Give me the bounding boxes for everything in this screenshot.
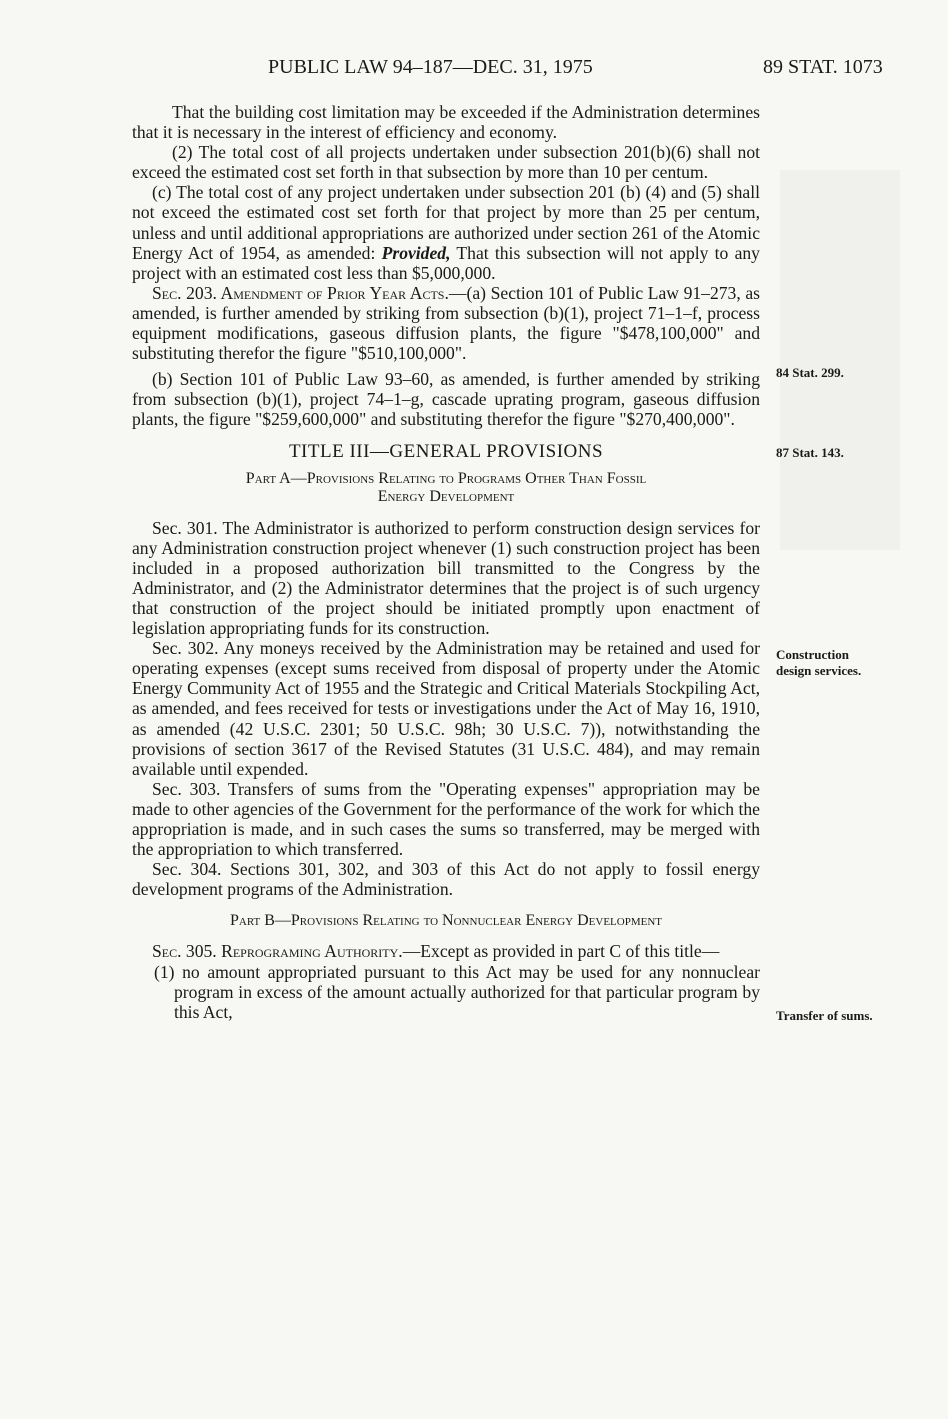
- paragraph-subsection-c: [132, 182, 760, 282]
- title-iii-heading: TITLE III—GENERAL PROVISIONS: [288, 440, 604, 462]
- margin-note-construction: Construction: [776, 647, 849, 662]
- margin-note-construction-design: [776, 647, 916, 679]
- paragraph-building-cost: That the building cost limitation may be exceeded if the Administration determines that it is necessary in the interest of efficiency and economy.: [132, 102, 760, 143]
- section-302: Sec. 302. Any moneys received by the Administration may be retained and used for operating expenses (except sums received from disposal of property under the Atomic Energy Community Act of 1955 and the Strategic and Critical Materials Stockpiling Act, as amended, and fees received for tests or investigations under the Act of May 16, 1910, as amended (42 U.S.C. 2301; 50 U.S.C. 98h; 30 U.S.C. 7)), notwithstanding the provisions of section 3617 of the Revised Statutes (31 U.S.C. 484), and may remain available until expended.: [132, 638, 760, 779]
- section-304: Sec. 304. Sections 301, 302, and 303 of this Act do not apply to fossil energy development programs of the Administration.: [132, 859, 760, 900]
- part-b-heading: Part B—Provisions Relating to Nonnuclear Energy Development: [230, 912, 662, 930]
- margin-note-transfer-of-sums: Transfer of sums.: [776, 1008, 873, 1023]
- subsection-c-proviso: That this subsection will not apply to any project with an estimated cost less than $5,000,000.: [132, 242, 760, 283]
- part-a-heading-line2: Energy Development: [377, 487, 515, 505]
- section-203-a-text: (a) Section 101 of Public Law 91–273, as amended, is further amended by striking from subsection (b)(1), project 71–1–f, process equipment modifications, gaseous diffusion plants, the figure "$478,100,000" and substituting therefor the figure "$510,100,000".: [132, 282, 761, 364]
- paragraph-subsection-201b6: (2) The total cost of all projects undertaken under subsection 201(b)(6) shall not exceed the estimated cost set forth in that subsection by more than 10 per centum.: [132, 142, 760, 183]
- statute-page-number: 89 STAT. 1073: [763, 56, 883, 78]
- subsection-c-text: (c) The total cost of any project undertaken under subsection 201 (b) (4) and (5) shall not exceed the estimated cost set forth for that project by more than 25 per centum, unless and until additional appropriations are authorized under section 261 of the Atomic Energy Act of 1954, as amended:: [132, 182, 760, 263]
- margin-note-87-stat: 87 Stat. 143.: [776, 445, 844, 460]
- section-301: Sec. 301. The Administrator is authorized to perform construction design services for any Administration construction project whenever (1) such construction project has been included in a proposed authorization bill transmitted to the Congress by the Administrator, and (2) the Administrator determines that the project is of such urgency that construction of the project should be initiated promptly upon enactment of legislation appropriating funds for its construction.: [132, 517, 760, 639]
- section-303: Sec. 303. Transfers of sums from the "Operating expenses" appropriation may be made to other agencies of the Government for the performance of the work for which the appropriation is made, and in such cases the sums so transferred, may be merged with the appropriation to which transferred.: [132, 778, 760, 860]
- section-203-b: (b) Section 101 of Public Law 93–60, as amended, is further amended by striking from subsection (b)(1), project 74–1–g, cascade uprating program, gaseous diffusion plants, the figure "$259,600,000" and substituting therefor the figure "$270,400,000".: [132, 369, 760, 430]
- section-203-a: [132, 283, 760, 363]
- section-305: [132, 941, 760, 961]
- margin-note-84-stat: 84 Stat. 299.: [776, 365, 844, 380]
- bleed-through-shade: [780, 170, 900, 550]
- section-305-text: Except as provided in part C of this title—: [420, 941, 720, 962]
- statute-body: [132, 102, 760, 1022]
- part-a-heading: [132, 470, 760, 506]
- margin-note-design-services: design services.: [776, 663, 862, 678]
- section-203-heading: Sec. 203. Amendment of Prior Year Acts.—: [152, 282, 467, 303]
- running-header: [0, 56, 948, 86]
- provided-term: Provided,: [381, 242, 451, 263]
- section-305-clause-1: (1) no amount appropriated pursuant to this Act may be used for any nonnuclear program in excess of the amount actually authorized for that particular program by this Act,: [154, 961, 760, 1022]
- part-a-heading-line1: Part A—Provisions Relating to Programs Other Than Fossil: [245, 469, 647, 487]
- section-305-heading: Sec. 305. Reprograming Authority.—: [152, 941, 421, 962]
- public-law-citation: PUBLIC LAW 94–187—DEC. 31, 1975: [268, 56, 593, 78]
